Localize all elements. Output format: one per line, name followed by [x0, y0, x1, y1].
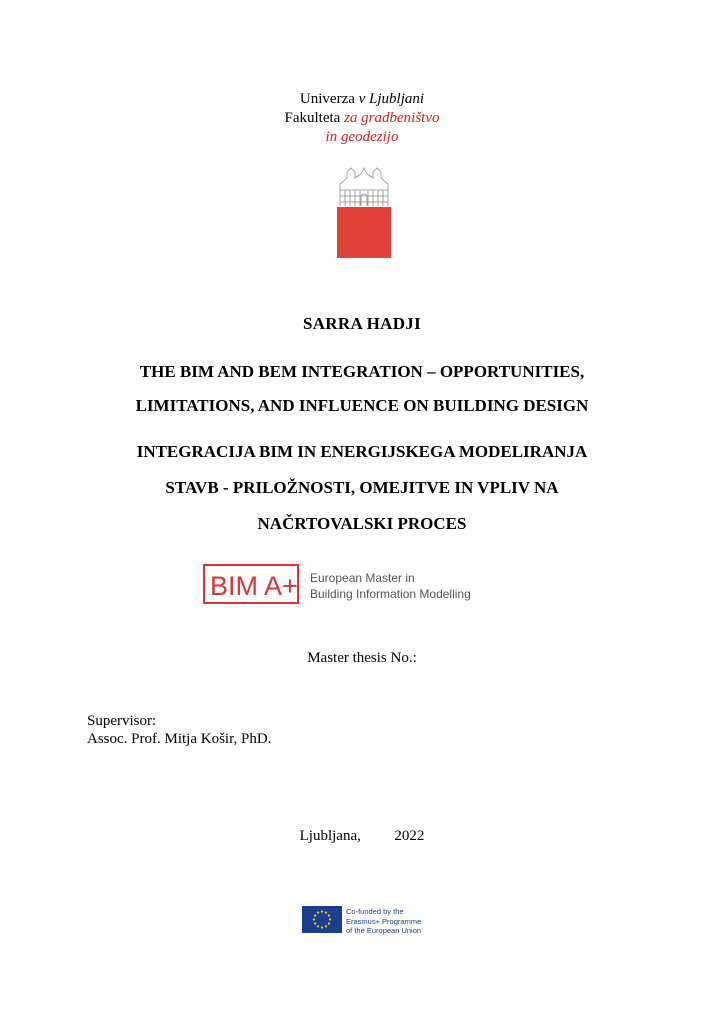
logo-red-block: [337, 207, 391, 258]
bim-a-plus-caption: European Master in Building Information Modelling: [310, 571, 471, 601]
bim-a-plus-mark: BIM A+: [210, 571, 298, 601]
university-name: [0, 90, 724, 147]
author-name: SARRA HADJI: [302, 314, 422, 333]
university-line-1: Univerza v Ljubljani: [299, 91, 425, 107]
thesis-number-label: Master thesis No.:: [307, 650, 417, 666]
faculty-line-1: Fakulteta za gradbeništvo: [284, 110, 440, 126]
title-english: [0, 355, 724, 423]
place: Ljubljana,: [299, 828, 361, 844]
title-slovenian-line: NAČRTOVALSKI PROCES: [257, 514, 467, 533]
eu-flag-icon: [302, 906, 342, 933]
title-slovenian-line: STAVB - PRILOŽNOSTI, OMEJITVE IN VPLIV NA: [165, 478, 559, 497]
supervisor-label: Supervisor:: [87, 713, 157, 729]
faculty-line-2: in geodezijo: [325, 129, 399, 145]
title-slovenian-line: INTEGRACIJA BIM IN ENERGIJSKEGA MODELIRANJA: [136, 442, 588, 461]
supervisor-block: [87, 712, 271, 748]
university-logo: [337, 162, 391, 258]
place-and-year: [0, 828, 724, 845]
erasmus-caption: Co-funded by the Erasmus+ Programme of the European Union: [346, 907, 422, 935]
bim-a-plus-logo: [203, 564, 301, 604]
supervisor-name: Assoc. Prof. Mitja Košir, PhD.: [87, 731, 272, 747]
title-english-line: LIMITATIONS, AND INFLUENCE ON BUILDING DESIGN: [135, 396, 589, 415]
title-slovenian: [0, 434, 724, 542]
year: 2022: [394, 828, 425, 844]
title-english-line: THE BIM AND BEM INTEGRATION – OPPORTUNITIES,: [139, 362, 585, 381]
